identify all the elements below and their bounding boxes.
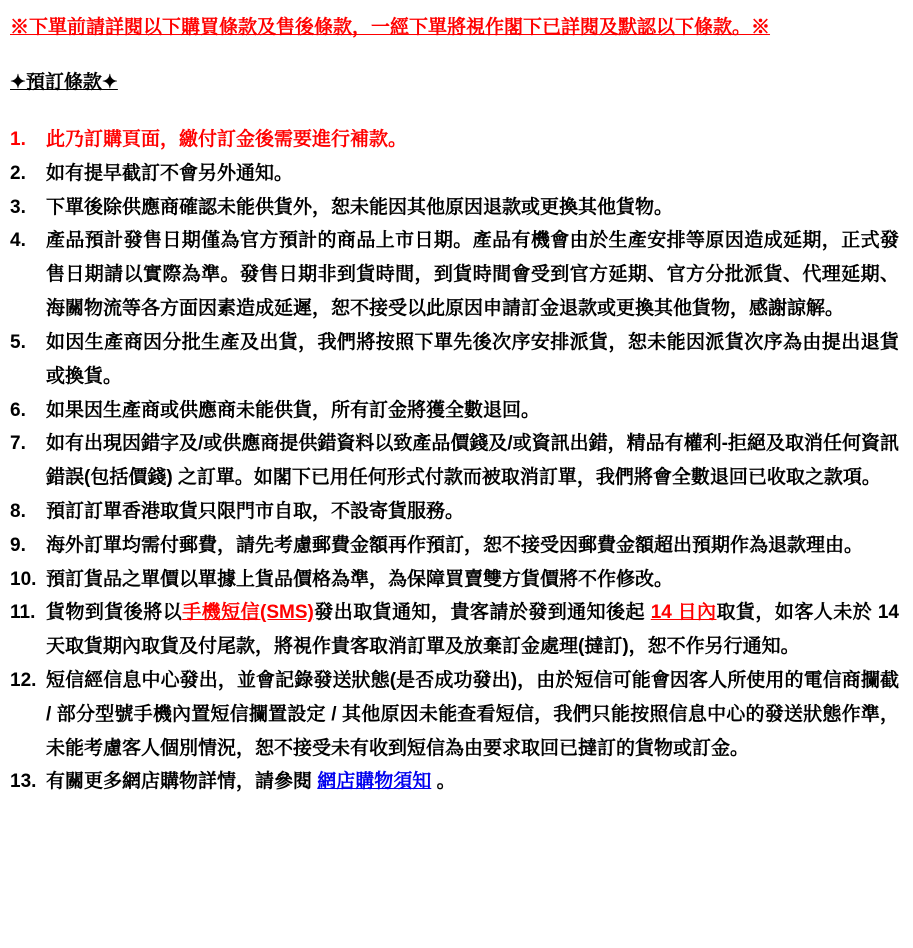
terms-list <box>10 123 899 799</box>
term-text <box>46 157 899 191</box>
term-text <box>46 765 899 799</box>
shop-guide-link[interactable]: 網店購物須知 <box>317 771 432 793</box>
term-item-2 <box>10 157 899 191</box>
term-item-5 <box>10 326 899 394</box>
term-number: 9. <box>10 534 26 556</box>
term-number: 2. <box>10 162 26 184</box>
term-text <box>46 529 899 563</box>
term-segment: 海外訂單均需付郵費，請先考慮郵費金額再作預訂，恕不接受因郵費金額超出預期作為退款理由。 <box>46 534 864 556</box>
term-text <box>46 224 899 325</box>
term-segment: 預訂訂單香港取貨只限門市自取，不設寄貨服務。 <box>46 500 465 522</box>
term-text <box>46 563 899 597</box>
term-segment: 14 日內 <box>650 602 717 624</box>
term-item-13 <box>10 765 899 799</box>
term-segment: 如因生產商因分批生產及出貨，我們將按照下單先後次序安排派貨，恕未能因派貨次序為由提出退貨或換貨。 <box>46 331 899 387</box>
term-segment: 。 <box>431 771 456 793</box>
term-item-8 <box>10 495 899 529</box>
term-text <box>46 664 899 765</box>
term-number: 8. <box>10 500 26 522</box>
term-text <box>46 191 899 225</box>
term-number: 6. <box>10 399 26 421</box>
term-segment: 如有提早截訂不會另外通知。 <box>46 162 294 184</box>
term-segment: 發出取貨通知，貴客請於發到通知後起 <box>313 602 651 624</box>
term-segment: 下單後除供應商確認未能供貨外，恕未能因其他原因退款或更換其他貨物。 <box>46 196 674 218</box>
term-text <box>46 123 899 157</box>
term-item-1 <box>10 123 899 157</box>
term-segment: 手機短信(SMS) <box>182 602 314 624</box>
term-number: 3. <box>10 196 26 218</box>
term-number: 12. <box>10 670 37 691</box>
term-item-6 <box>10 394 899 428</box>
term-segment: 短信經信息中心發出，並會記錄發送狀態(是否成功發出)，由於短信可能會因客人所使用的電信商攔截 / 部分型號手機內置短信攔置設定 / 其他原因未能查看短信，我們只能按照信息中心的發送狀態作準，未能考慮客人個別情況，恕不接受未有收到短信為由要求取回已撻訂的貨物或訂金。 <box>46 670 899 759</box>
term-item-10 <box>10 563 899 597</box>
term-number: 5. <box>10 331 26 353</box>
term-number: 10. <box>10 568 37 590</box>
term-text <box>46 326 899 394</box>
section-header: ✦預訂條款✦ <box>10 71 118 93</box>
term-number: 1. <box>10 129 26 150</box>
term-segment: 如有出現因錯字及/或供應商提供錯資料以致產品價錢及/或資訊出錯，精品有權利-拒絕及取消任何資訊錯誤(包括價錢) 之訂單。如閣下已用任何形式付款而被取消訂單，我們將會全數退回已收取之款項。 <box>46 433 899 489</box>
term-number: 11. <box>10 602 36 624</box>
term-item-4 <box>10 224 899 325</box>
term-item-7 <box>10 427 899 495</box>
term-segment: 如果因生產商或供應商未能供貨，所有訂金將獲全數退回。 <box>46 399 541 421</box>
term-item-12 <box>10 664 899 765</box>
term-segment: 產品預計發售日期僅為官方預計的商品上市日期。產品有機會由於生產安排等原因造成延期，正式發售日期請以實際為準。發售日期非到貨時間，到貨時間會受到官方延期、官方分批派貨、代理延期、海關物流等各方面因素造成延遲，恕不接受以此原因申請訂金退款或更換其他貨物，感謝諒解。 <box>46 230 899 320</box>
term-segment: 有關更多網店購物詳情，請參閱 <box>46 771 318 793</box>
term-number: 4. <box>10 230 26 252</box>
term-segment: 取貨，如客人未於 14 天取貨期內取貨及付尾款，將視作貴客取消訂單及放棄訂金處理(撻訂)，恕不作另行通知。 <box>46 602 899 658</box>
page-title: ※下單前請詳閱以下購買條款及售後條款，一經下單將視作閣下已詳閱及默認以下條款。※ <box>10 17 771 38</box>
term-text <box>46 495 899 529</box>
term-item-3 <box>10 191 899 225</box>
term-item-9 <box>10 529 899 563</box>
term-text <box>46 596 899 664</box>
term-number: 13. <box>10 771 37 793</box>
term-item-11 <box>10 596 899 664</box>
term-text <box>46 394 899 428</box>
term-text <box>46 427 899 495</box>
term-segment: 預訂貨品之單價以單據上貨品價格為準，為保障買賣雙方貨價將不作修改。 <box>46 568 674 590</box>
term-segment: 此乃訂購頁面，繳付訂金後需要進行補款。 <box>46 129 408 150</box>
term-number: 7. <box>10 433 26 455</box>
term-segment: 貨物到貨後將以 <box>46 602 183 624</box>
